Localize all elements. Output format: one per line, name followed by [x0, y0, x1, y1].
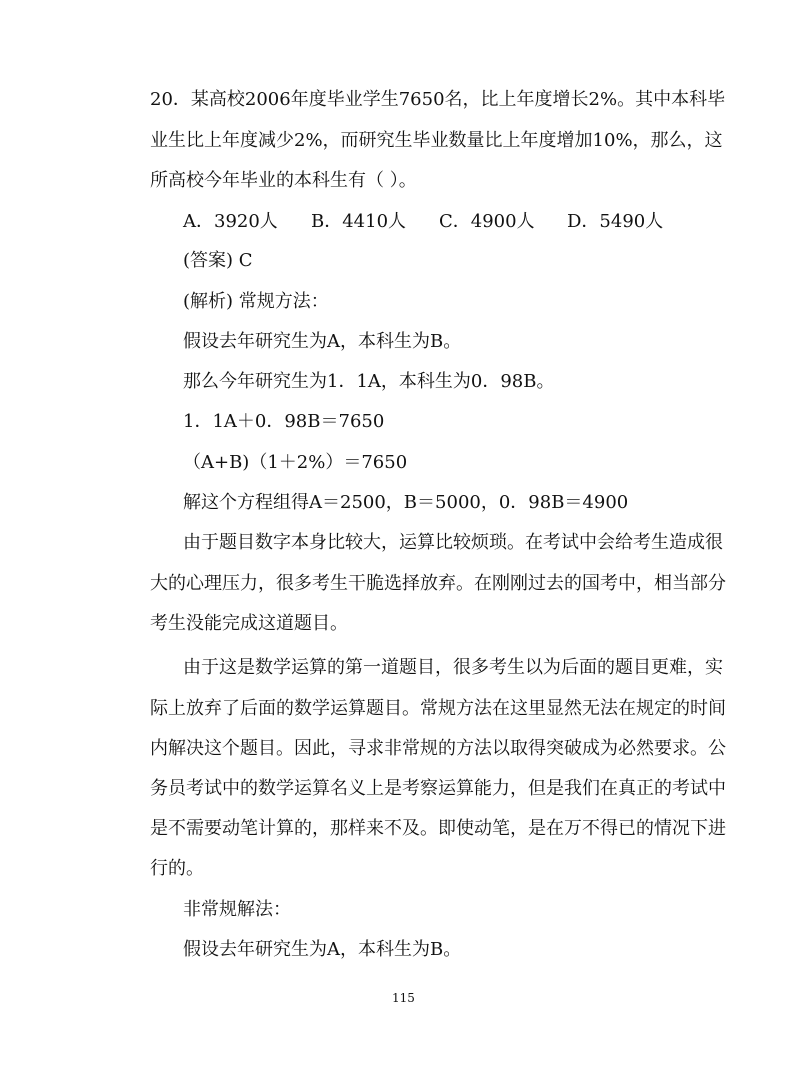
- equation-2: （A+B)（1＋2%）＝7650: [183, 452, 408, 473]
- option-b: B．4410人: [311, 211, 407, 232]
- answer-line: (答案) C: [183, 250, 253, 271]
- option-c: C．4900人: [439, 211, 535, 232]
- problem-line-3: 所高校今年毕业的本科生有（ ）。: [150, 170, 417, 191]
- paragraph-1-line-1: 由于题目数字本身比较大，运算比较烦琐。在考试中会给考生造成很: [183, 532, 723, 553]
- option-d: D．5490人: [567, 211, 664, 232]
- option-a: A．3920人: [183, 211, 278, 232]
- paragraph-2-line-3: 内解决这个题目。因此，寻求非常规的方法以取得突破成为必然要求。公: [150, 738, 726, 759]
- paragraph-1-line-3: 考生没能完成这道题目。: [150, 613, 348, 634]
- paragraph-2-line-2: 际上放弃了后面的数学运算题目。常规方法在这里显然无法在规定的时间: [150, 698, 726, 719]
- analysis-this-year: 那么今年研究生为1．1A，本科生为0．98B。: [183, 371, 555, 392]
- solution-line: 解这个方程组得A＝2500，B＝5000，0．98B＝4900: [183, 492, 629, 513]
- unconventional-assumption: 假设去年研究生为A，本科生为B。: [183, 939, 462, 960]
- paragraph-2-line-4: 务员考试中的数学运算名义上是考察运算能力，但是我们在真正的考试中: [150, 778, 726, 799]
- equation-1: 1．1A＋0．98B＝7650: [183, 411, 385, 432]
- paragraph-2-line-6: 行的。: [150, 858, 204, 879]
- analysis-heading: (解析) 常规方法：: [183, 291, 329, 312]
- problem-line-2: 业生比上年度减少2%，而研究生毕业数量比上年度增加10%，那么，这: [150, 130, 723, 151]
- answer-options: [183, 210, 683, 234]
- page-number: 115: [392, 991, 415, 1005]
- analysis-assumption: 假设去年研究生为A，本科生为B。: [183, 331, 462, 352]
- unconventional-heading: 非常规解法：: [183, 899, 291, 920]
- paragraph-2-line-1: 由于这是数学运算的第一道题目，很多考生以为后面的题目更难，实: [183, 657, 723, 678]
- paragraph-1-line-2: 大的心理压力，很多考生干脆选择放弃。在刚刚过去的国考中，相当部分: [150, 573, 726, 594]
- paragraph-2-line-5: 是不需要动笔计算的，那样来不及。即使动笔，是在万不得已的情况下进: [150, 818, 726, 839]
- problem-line-1: 20．某高校2006年度毕业学生7650名，比上年度增长2%。其中本科毕: [150, 89, 726, 110]
